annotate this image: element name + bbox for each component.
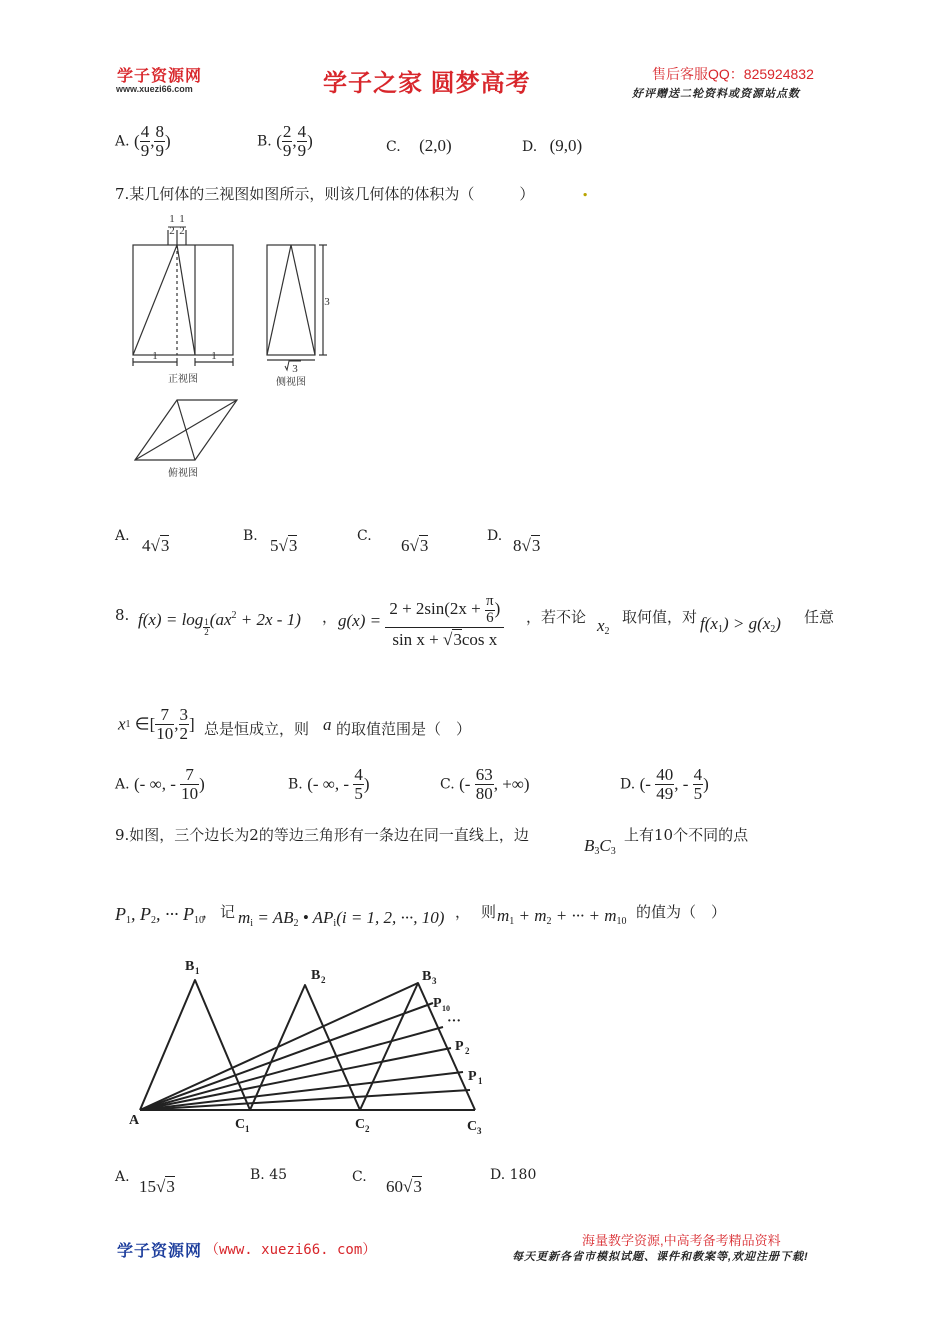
q8-ineq-mid: ) > g(x bbox=[722, 614, 771, 633]
fig-label-c3: C bbox=[467, 1119, 478, 1134]
q8-a-num: 7 bbox=[180, 766, 199, 785]
header-logo-url: www.xuezi66.com bbox=[116, 84, 193, 94]
q8-option-d bbox=[620, 766, 709, 803]
q8-in-close: ] bbox=[189, 714, 195, 734]
q9-ze: 则 bbox=[481, 903, 497, 921]
q8-text1: ，若不论 bbox=[526, 608, 587, 626]
q8-g-definition: g(x) = 2 + 2sin(2x + $\frac{\pi}{6}$ ) sin x + √3cos x bbox=[338, 594, 504, 648]
q6-option-d-label: D. bbox=[522, 139, 538, 155]
q9-option-c: C. 60√3 bbox=[352, 1169, 422, 1196]
q7-option-a-label: A. bbox=[115, 528, 130, 544]
q7-option-a: A. 4√3 bbox=[115, 528, 170, 555]
q6-a-den1: 9 bbox=[140, 140, 150, 160]
footer-line2: 每天更新各省市模拟试题、课件和教案等,欢迎注册下载! bbox=[512, 1251, 809, 1263]
q8-f-definition bbox=[138, 610, 301, 637]
q9-m-eq: = AB bbox=[253, 908, 294, 927]
q9-m-b-sub: 2 bbox=[293, 918, 299, 929]
fig-label-c3-sub: 3 bbox=[477, 1126, 482, 1136]
q6-b-num2: 4 bbox=[297, 122, 307, 141]
q8-text2: 取何值，对 bbox=[622, 608, 698, 626]
q8-c-pre: (- bbox=[459, 774, 475, 794]
fig-label-c1-sub: 1 bbox=[245, 1124, 250, 1134]
q6-option-a: A. ( $\frac{4}{9}$ , $\frac{8}{9}$ ) bbox=[115, 122, 171, 160]
q9-text3: 的值为（ ） bbox=[636, 903, 727, 921]
q8-a-pre: (- ∞, - bbox=[134, 774, 181, 794]
q9-b3c3-cs: 3 bbox=[610, 846, 616, 857]
q8-b-pre: (- ∞, - bbox=[307, 774, 354, 794]
q8-x1-var: x bbox=[118, 714, 126, 734]
fig-side-view-label: 侧视图 bbox=[276, 377, 306, 388]
fig-label-p10-sub: 10 bbox=[442, 1004, 450, 1013]
q9-c-coef: 60 bbox=[386, 1177, 403, 1196]
q8-g-close: ) bbox=[494, 599, 501, 619]
q8-f-arg-rest: + 2x - 1) bbox=[236, 610, 301, 629]
footer-site-url: （www. xuezi66. com） bbox=[205, 1242, 377, 1258]
fig-label-c1: C bbox=[235, 1117, 246, 1132]
q6-option-d-value: (9,0) bbox=[549, 136, 583, 155]
q8-x1-interval: x1 ∈[ $\frac{7}{10}$ , $\frac{3}{2}$ ] bbox=[118, 705, 195, 743]
q9-points-p1: P bbox=[115, 904, 126, 924]
fig-front-view-label: 正视图 bbox=[168, 374, 198, 385]
q7-option-d: D. 8√3 bbox=[487, 528, 541, 555]
header-service-qq: 售后客服QQ：825924832 bbox=[652, 66, 814, 82]
q7-a-coef: 4 bbox=[142, 536, 151, 555]
q9-b3c3-c: C bbox=[599, 836, 611, 855]
footer-site-name: 学子资源网 bbox=[117, 1243, 203, 1260]
q6-option-b: B. ( $\frac{2}{9}$ , $\frac{4}{9}$ ) bbox=[257, 122, 313, 160]
q8-g-den-rest: cos x bbox=[461, 629, 498, 649]
q9-points-s3: 10 bbox=[194, 915, 204, 926]
q8-x1-sub: 1 bbox=[125, 718, 131, 730]
q9-sum-p2: + ··· + m bbox=[551, 906, 617, 925]
q9-b3c3-b: B bbox=[584, 836, 595, 855]
q8-ineq-f: f(x bbox=[700, 614, 718, 633]
q6-option-a-label: A. bbox=[115, 133, 130, 150]
q7-d-coef: 8 bbox=[513, 536, 522, 555]
q8-in-open: ∈[ bbox=[130, 714, 156, 734]
q8-d-den1: 49 bbox=[656, 783, 674, 803]
q8-inequality bbox=[700, 614, 781, 635]
q7-a-rad: 3 bbox=[160, 536, 170, 555]
q8-c-den: 80 bbox=[475, 783, 493, 803]
q7-option-b-label: B. bbox=[243, 528, 258, 544]
q6-a-num2: 8 bbox=[155, 122, 164, 141]
q8-int-den1: 10 bbox=[156, 723, 174, 743]
fig-label-b3: B bbox=[422, 969, 432, 984]
fig-sqrt-signs bbox=[168, 227, 301, 370]
q8-option-b-label: B. bbox=[288, 776, 303, 793]
q9-points bbox=[115, 904, 204, 926]
q8-g-den: sin x + bbox=[392, 629, 444, 649]
q8-a-var bbox=[323, 715, 332, 735]
fig-half-den-right: 2 bbox=[179, 225, 185, 237]
fig-label-p1-sub: 1 bbox=[478, 1076, 483, 1086]
q8-x2 bbox=[597, 616, 610, 637]
q9-m-sub: i bbox=[250, 918, 254, 929]
q7-option-b: B. 5√3 bbox=[243, 528, 298, 555]
q6-a-den2: 9 bbox=[155, 140, 164, 160]
q9-option-a: A. 15√3 bbox=[115, 1169, 175, 1196]
q8-a-den: 10 bbox=[181, 783, 199, 803]
q8-d-num2: 4 bbox=[693, 765, 703, 784]
q9-points-p3: , ··· P bbox=[156, 904, 194, 924]
q8-g-num: 2 + 2sin(2x + bbox=[389, 599, 486, 619]
fig-label-c2-sub: 2 bbox=[365, 1124, 370, 1134]
q7-dot: . bbox=[582, 180, 589, 201]
q7-option-d-label: D. bbox=[487, 528, 503, 544]
q8-comma1: ， bbox=[322, 608, 338, 626]
q7-b-coef: 5 bbox=[270, 536, 279, 555]
q8-int-den2: 2 bbox=[179, 723, 189, 743]
q9-text1: 9.如图，三个边长为2的等边三角形有一条边在同一直线上，边 bbox=[115, 826, 529, 844]
fig-label-c2: C bbox=[355, 1117, 366, 1132]
q9-sum-s2: 2 bbox=[546, 916, 552, 927]
q8-g-pi: π bbox=[486, 593, 494, 609]
q8-option-c-label: C. bbox=[440, 776, 455, 793]
q8-g-six: 6 bbox=[486, 609, 494, 626]
q8-text5: 的取值范围是（ ） bbox=[336, 720, 472, 738]
q8-d-pre: (- bbox=[639, 774, 656, 794]
q9-sum bbox=[497, 906, 627, 927]
q7-c-rad: 3 bbox=[419, 536, 429, 555]
fig-label-b1-sub: 1 bbox=[195, 966, 200, 976]
q8-g-den-rad: 3 bbox=[453, 629, 462, 649]
q8-b-num: 4 bbox=[354, 765, 363, 784]
q9-ji: 记 bbox=[220, 903, 236, 921]
q8-d-mid: , - bbox=[674, 774, 693, 794]
q9-m-def: m bbox=[238, 908, 251, 927]
fig-root3: 3 bbox=[292, 363, 298, 375]
fig-label-a: A bbox=[129, 1113, 140, 1128]
q8-ineq-sub2: 2 bbox=[770, 624, 776, 635]
q8-text4: 总是恒成立，则 bbox=[204, 720, 310, 738]
q9-sum-m1: m bbox=[497, 906, 510, 925]
q8-option-d-label: D. bbox=[620, 776, 636, 793]
q8-option-a-label: A. bbox=[115, 776, 130, 793]
q8-int-num1: 7 bbox=[155, 706, 174, 725]
q8-f-def: f(x) = log bbox=[138, 610, 204, 629]
q8-text3: 任意 bbox=[804, 608, 835, 626]
q9-sum-s3: 10 bbox=[616, 916, 627, 927]
q8-option-a bbox=[115, 766, 205, 803]
header-service-note: 好评赠送二轮资料或资源站点数 bbox=[632, 88, 800, 100]
fig-label-p2-sub: 2 bbox=[465, 1046, 470, 1056]
q9-m-definition bbox=[238, 908, 444, 929]
fig-label-b3-sub: 3 bbox=[432, 976, 437, 986]
q6-option-c-value: (2,0) bbox=[419, 136, 452, 155]
q7-three-view-figure bbox=[115, 210, 340, 485]
q9-a-rad: 3 bbox=[166, 1177, 175, 1196]
q9-option-d: D. 180 bbox=[490, 1167, 537, 1183]
q8-d-den2: 5 bbox=[693, 783, 703, 803]
q9-points-p2: , P bbox=[131, 904, 151, 924]
q8-ineq-sub1: 1 bbox=[717, 624, 723, 635]
q7-option-c-label: C. bbox=[357, 528, 372, 544]
q9-option-b: B. 45 bbox=[250, 1167, 288, 1183]
header-logo: 学子资源网 bbox=[117, 68, 203, 85]
q7-c-coef: 6 bbox=[401, 536, 410, 555]
fig-top-view-label: 俯视图 bbox=[168, 468, 198, 479]
fig-three: 3 bbox=[324, 296, 330, 308]
q9-sum-s1: 1 bbox=[509, 916, 515, 927]
q6-a-num1: 4 bbox=[140, 122, 150, 141]
q6-option-c-label: C. bbox=[386, 139, 401, 155]
fig-half-num-left: 1 bbox=[169, 213, 175, 225]
q6-option-d bbox=[522, 136, 582, 156]
q6-b-den1: 9 bbox=[282, 140, 292, 160]
q7-option-c: C. 6√3 bbox=[357, 528, 429, 555]
q8-option-b bbox=[288, 766, 369, 803]
q6-option-c bbox=[386, 136, 452, 156]
fig-label-b1: B bbox=[185, 959, 195, 974]
q8-f-arg-sq: 2 bbox=[231, 610, 237, 621]
fig-half-num-right: 1 bbox=[179, 213, 185, 225]
q8-log-base-den: 2 bbox=[204, 627, 209, 637]
q9-comma2: ， bbox=[455, 903, 471, 921]
q9-m-range: (i = 1, 2, ···, 10) bbox=[336, 908, 445, 927]
q8-int-num2: 3 bbox=[179, 705, 189, 724]
q8-b-post: ) bbox=[363, 774, 370, 794]
header-slogan: 学子之家 圆梦高考 bbox=[323, 70, 531, 97]
fig-label-b2: B bbox=[311, 968, 321, 983]
q9-m-dot: • AP bbox=[298, 908, 334, 927]
q9-option-c-label: C. bbox=[352, 1169, 367, 1185]
q8-b-den: 5 bbox=[354, 783, 363, 803]
q8-g-lhs: g(x) = bbox=[338, 611, 382, 631]
q6-b-den2: 9 bbox=[297, 140, 307, 160]
fig-label-dots: ··· bbox=[447, 1014, 462, 1029]
q9-comma1: ， bbox=[202, 903, 218, 921]
q6-option-b-label: B. bbox=[257, 133, 272, 150]
q8-d-num1: 40 bbox=[656, 765, 674, 784]
q9-points-s2: 2 bbox=[151, 915, 156, 926]
q8-c-num: 63 bbox=[475, 765, 493, 784]
fig-label-p1: P bbox=[468, 1069, 477, 1084]
fig-half-den-left: 2 bbox=[169, 225, 175, 237]
q7-text: 7.某几何体的三视图如图所示，则该几何体的体积为（ ） bbox=[115, 185, 535, 203]
q9-triangles-figure bbox=[115, 945, 515, 1145]
q9-a-coef: 15 bbox=[139, 1177, 156, 1196]
q9-b3c3-bs: 3 bbox=[594, 846, 600, 857]
q8-x2-sub: 2 bbox=[604, 626, 610, 637]
q8-a-post: ) bbox=[199, 774, 205, 794]
q8-x2-var: x bbox=[597, 616, 605, 635]
q8-a-var-text: a bbox=[323, 715, 332, 734]
q9-text2: 上有10个不同的点 bbox=[624, 826, 749, 844]
fig-one-left: 1 bbox=[152, 350, 158, 362]
fig-label-b2-sub: 2 bbox=[321, 975, 326, 985]
footer-line1: 海量教学资源,中高考备考精品资料 bbox=[582, 1233, 781, 1248]
q6-b-num1: 2 bbox=[282, 122, 292, 141]
q9-sum-p1: + m bbox=[514, 906, 547, 925]
q7-d-rad: 3 bbox=[531, 536, 541, 555]
q8-d-post: ) bbox=[703, 774, 709, 794]
q9-m-p-sub: i bbox=[333, 918, 337, 929]
q7-b-rad: 3 bbox=[288, 536, 298, 555]
q8-option-c bbox=[440, 766, 530, 803]
fig-label-p2: P bbox=[455, 1039, 464, 1054]
q8-log-base-num: 1 bbox=[204, 616, 209, 627]
q9-b3c3 bbox=[584, 836, 616, 857]
fig-label-p10: P bbox=[433, 996, 442, 1011]
q9-option-a-label: A. bbox=[115, 1169, 130, 1185]
q9-c-rad: 3 bbox=[413, 1177, 422, 1196]
q8-ineq-close: ) bbox=[775, 614, 781, 633]
q8-number: 8. bbox=[115, 606, 130, 624]
q8-c-post: , +∞) bbox=[493, 774, 530, 794]
q9-points-s1: 1 bbox=[126, 915, 131, 926]
q8-f-arg: (ax bbox=[209, 610, 232, 629]
fig-one-right: 1 bbox=[211, 350, 217, 362]
